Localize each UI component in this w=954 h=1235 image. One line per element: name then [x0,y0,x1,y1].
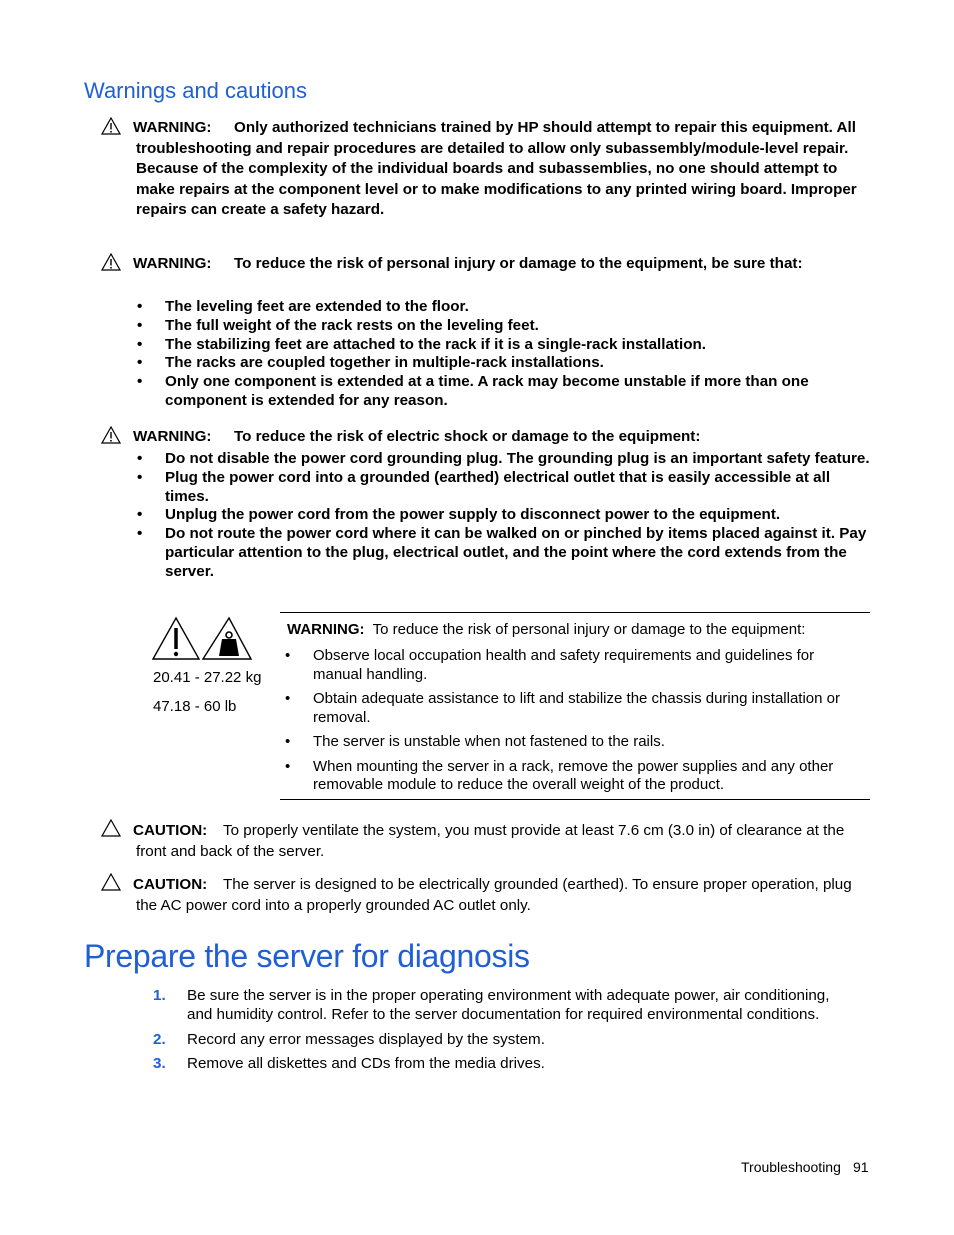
list-item: • Unplug the power cord from the power supply to disconnect power to the equipment. [137,506,872,525]
main-title: Prepare the server for diagnosis [84,938,530,974]
list-item: • The full weight of the rack rests on the leveling feet. [137,317,877,336]
step-text: Be sure the server is in the proper operating environment with adequate power, air conditioning, and humidity control. Refer to the server documentation for required environmental conditions. [187,987,830,1023]
caution-text: To properly ventilate the system, you must provide at least 7.6 cm (3.0 in) of clearance at the front and back of the server. [136,822,845,860]
step-text: Record any error messages displayed by the system. [187,1030,545,1048]
caution-triangle-icon [101,873,121,891]
step-text: Remove all diskettes and CDs from the media drives. [187,1055,545,1073]
list-item: • Only one component is extended at a time. A rack may become unstable if more than one component is extended for any reason. [137,373,877,411]
footer-section: Troubleshooting [741,1159,841,1175]
warning-2 [133,254,871,275]
page-number: 91 [853,1159,869,1175]
weight-warning-box [280,612,870,800]
caution-triangle-icon [101,819,121,837]
heavy-weight-icon [202,616,252,660]
warning-triangle-icon [101,117,121,135]
caution-text: The server is designed to be electrically grounded (earthed). To ensure proper operation, plug the AC power cord into a properly grounded AC outlet only. [136,876,852,914]
warning-label: WARNING: [133,119,212,136]
section-title: Warnings and cautions [84,78,307,103]
warning-label: WARNING: [133,255,212,272]
list-item [153,987,853,1025]
caution-label: CAUTION: [133,876,208,893]
list-item: • Do not disable the power cord grounding plug. The grounding plug is an important safety feature. [137,450,872,469]
list-item: • Do not route the power cord where it can be walked on or pinched by items placed against it. Pay particular attention to the plug, electrical outlet, and the point where the cord extends from the server. [137,525,872,581]
warning-3-list [137,450,872,582]
warning-text: Only authorized technicians trained by HP should attempt to repair this equipment. All troubleshooting and repair procedures are detailed to allow only subassembly/module-level repair. Because of the complexity of the individual boards and subassemblies, no one should attempt to make repairs at the component level or to make modifications to any printed wiring board. Improper repairs can create a safety hazard. [136,119,857,218]
list-item: • The racks are coupled together in multiple-rack installations. [137,354,877,373]
warning-text: To reduce the risk of electric shock or damage to the equipment: [234,428,701,445]
warning-triangle-icon [101,426,121,444]
caution-2 [133,874,871,916]
warning-triangle-icon [101,253,121,271]
warning-text: To reduce the risk of personal injury or damage to the equipment: [372,621,806,638]
warning-label: WARNING: [133,428,212,445]
list-item: • Obtain adequate assistance to lift and stabilize the chassis during installation or removal. [280,690,860,727]
warning-label: WARNING: [287,621,365,638]
box-list [280,647,860,801]
weight-lb: 47.18 - 60 lb [153,698,237,715]
list-item: • Observe local occupation health and safety requirements and guidelines for manual handling. [280,647,860,684]
list-item: • Plug the power cord into a grounded (earthed) electrical outlet that is easily accessible at all times. [137,469,872,507]
caution-1 [133,820,871,862]
step-number: 1. [153,987,166,1004]
list-item: • The leveling feet are extended to the floor. [137,298,877,317]
steps-list [153,987,853,1080]
caution-label: CAUTION: [133,822,208,839]
step-number: 3. [153,1055,166,1073]
list-item [153,1055,853,1074]
warning-1 [133,118,871,221]
warning-2-list [137,298,877,411]
box-warning [287,620,867,640]
list-item: • The stabilizing feet are attached to the rack if it is a single-rack installation. [137,336,877,355]
list-item: • The server is unstable when not fastened to the rails. [280,733,860,752]
step-number: 2. [153,1030,166,1048]
warning-3 [133,427,871,448]
list-item [153,1031,853,1050]
warning-text: To reduce the risk of personal injury or damage to the equipment, be sure that: [234,255,803,272]
weight-kg: 20.41 - 27.22 kg [153,669,262,686]
list-item: • When mounting the server in a rack, remove the power supplies and any other removable module to reduce the overall weight of the product. [280,758,860,795]
